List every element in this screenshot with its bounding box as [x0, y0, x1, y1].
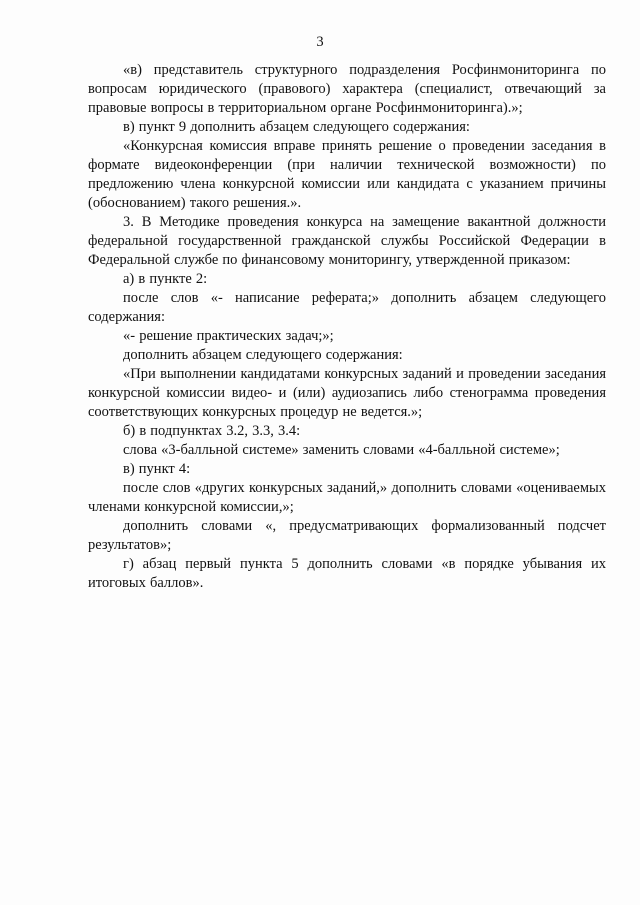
paragraph-point-5-ranking: г) абзац первый пункта 5 дополнить словами «в порядке убывания их итоговых баллов». — [88, 556, 606, 591]
paragraph-practical-tasks: «- решение практических задач;»; — [123, 328, 334, 344]
paragraph-after-essay: после слов «- написание реферата;» дополнить абзацем следующего содержания: — [88, 290, 606, 325]
paragraph-formalized-count: дополнить словами «, предусматривающих формализованный подсчет результатов»; — [88, 518, 606, 553]
document-body — [88, 61, 606, 593]
page-number: 3 — [316, 34, 324, 50]
paragraph-point-2-heading: а) в пункте 2: — [123, 271, 208, 287]
paragraph-4-point-scale: слова «3-балльной системе» заменить словами «4-балльной системе»; — [123, 442, 560, 458]
paragraph-item-v-representative: «в) представитель структурного подразделения Росфинмониторинга по вопросам юридического (правового) характера (специалист, отвечающий за правовые вопросы в территориальном органе Росфинмониторинга).»; — [88, 62, 606, 116]
paragraph-point-4-heading: в) пункт 4: — [123, 461, 191, 477]
paragraph-point-9-heading: в) пункт 9 дополнить абзацем следующего содержания: — [123, 119, 470, 135]
paragraph-no-recording: «При выполнении кандидатами конкурсных заданий и проведении заседания конкурсной комиссии видео- и (или) аудиозапись либо стенограмма проведения соответствующих конкурсных процедур не ведется.»; — [88, 366, 606, 420]
paragraph-add-abstract: дополнить абзацем следующего содержания: — [123, 347, 403, 363]
paragraph-other-tasks: после слов «других конкурсных заданий,» дополнить словами «оцениваемых членами конкурсной комиссии,»; — [88, 480, 606, 515]
paragraph-subpoints-3-2-3-4: б) в подпунктах 3.2, 3.3, 3.4: — [123, 423, 301, 439]
paragraph-videoconference-rule: «Конкурсная комиссия вправе принять решение о проведении заседания в формате видеоконференции (при наличии технической возможности) по предложению члена конкурсной комиссии или кандидата с указанием причины (обоснованием) такого решения.». — [88, 138, 606, 211]
paragraph-section-3-methodology: 3. В Методике проведения конкурса на замещение вакантной должности федеральной государственной гражданской службы Российской Федерации в Федеральной службе по финансовому мониторингу, утвержденной приказом: — [88, 214, 606, 268]
